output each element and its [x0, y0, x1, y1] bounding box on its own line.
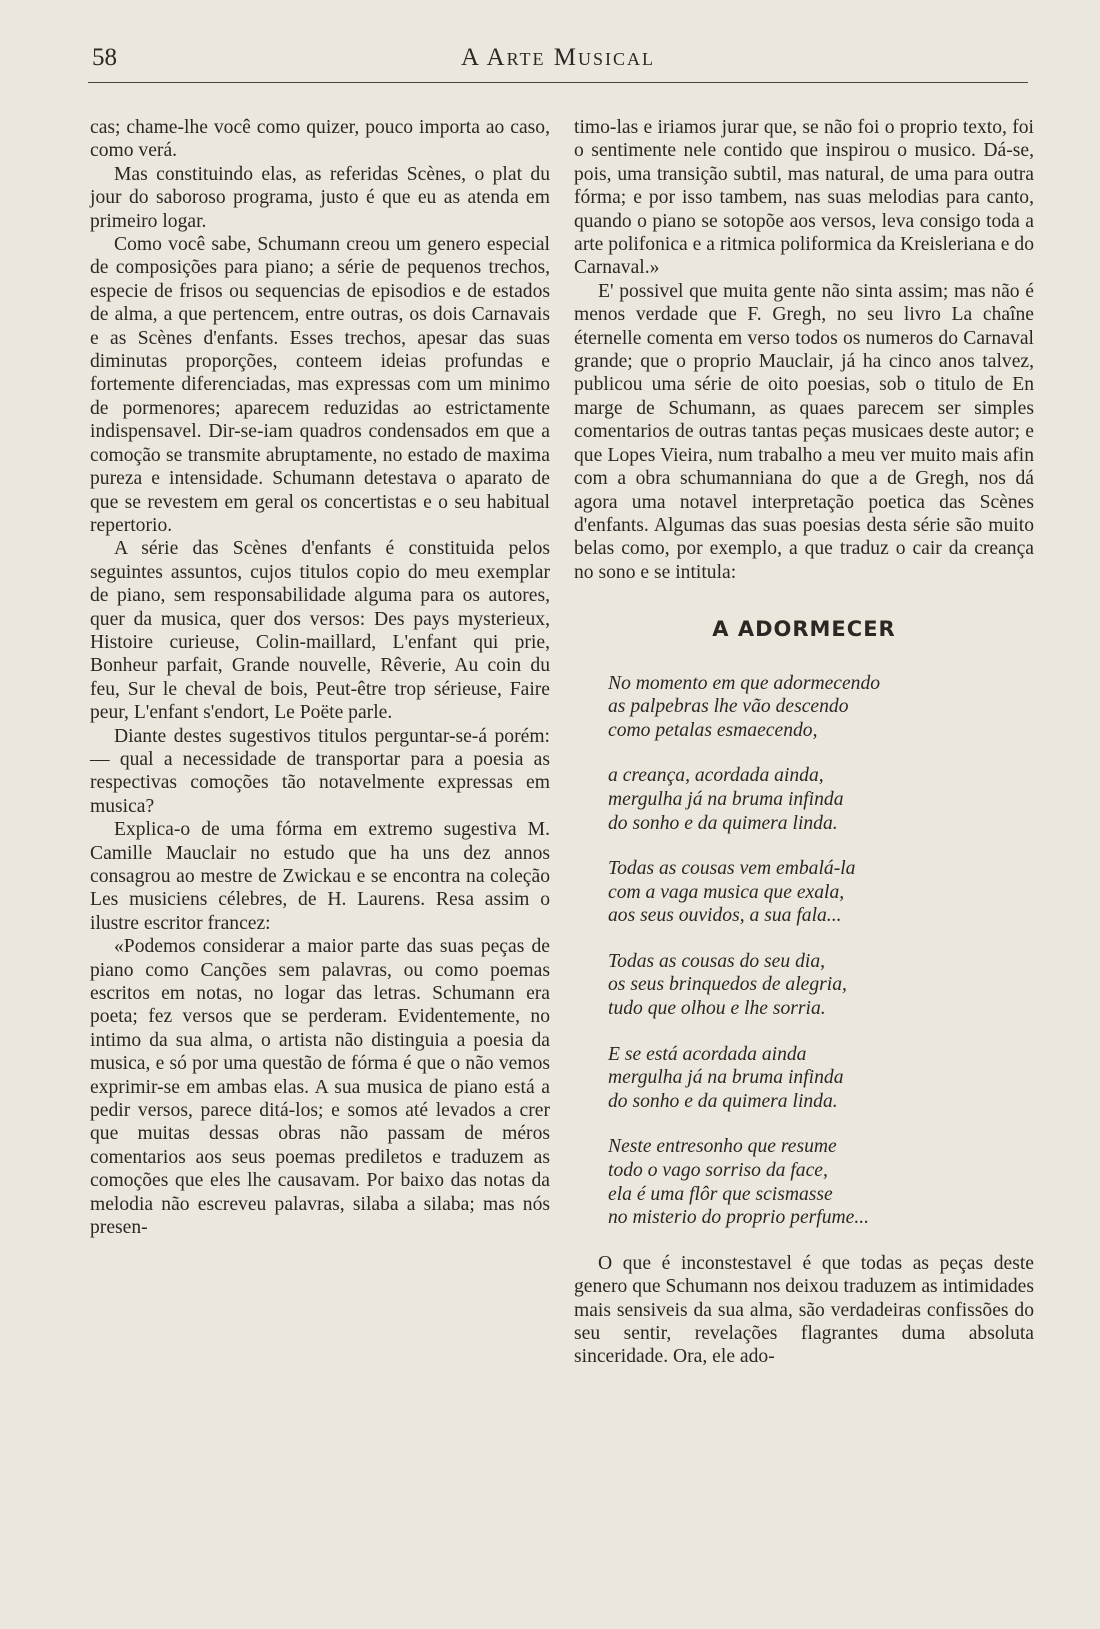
page-header — [88, 44, 1028, 80]
poem-line: mergulha já na bruma infinda — [608, 788, 844, 810]
poem-stanza — [608, 764, 1034, 835]
paragraph: Como você sabe, Schumann creou um genero especial de composições para piano; a série de pequenos trechos, especie de frisos ou sequencias de episodios e de estados de alma, a que pertencem, entre outras, os dois Carnavais e as Scènes d'enfants. Esses trechos, apesar das suas diminutas proporções, conteem ideias profundas e fortemente diferenciadas, mas expressas com um minimo de pormenores; aparecem reduzidas ao estrictamente indispensavel. Dir-se-iam quadros condensados em que a comoção se transmite abruptamente, no estado de maxima pureza e intensidade. Schumann detestava o aparato de que se revestem em geral os concertistas e o seu habitual repertorio. — [90, 234, 550, 536]
poem-line: no misterio do proprio perfume... — [608, 1207, 870, 1229]
right-column — [574, 116, 1034, 1369]
poem-line: os seus brinquedos de alegria, — [608, 974, 847, 996]
poem-line: com a vaga musica que exala, — [608, 881, 845, 903]
page-number: 58 — [92, 44, 117, 71]
poem-line: E se está acordada ainda — [608, 1043, 807, 1065]
poem-line: do sonho e da quimera linda. — [608, 812, 838, 834]
paragraph: Mas constituindo elas, as referidas Scènes, o plat du jour do saboroso programa, justo é que eu as atenda em primeiro logar. — [90, 163, 550, 232]
paragraph: Explica-o de uma fórma em extremo sugestiva M. Camille Mauclair no estudo que ha uns dez annos consagrou ao mestre de Zwickau e se encontra na coleção Les musiciens célebres, de H. Laurens. Resa assim o ilustre escritor francez: — [90, 819, 550, 934]
poem-stanza — [608, 857, 1034, 928]
poem-line: Todas as cousas vem embalá-la — [608, 858, 856, 880]
paragraph: timo-las e iriamos jurar que, se não foi o proprio texto, foi o sentimente nele contido que inspirou o musico. Dá-se, pois, uma transição subtil, mas natural, de uma para outra fórma; e por isso tambem, nas suas melodias para canto, quando o piano se sotopõe aos versos, leva consigo toda a arte polifonica e a ritmica poliformica da Kreisleriana e do Carnaval.» — [574, 117, 1034, 279]
poem-line: a creança, acordada ainda, — [608, 765, 824, 787]
poem-line: mergulha já na bruma infinda — [608, 1067, 844, 1089]
poem-line: tudo que olhou e lhe sorria. — [608, 998, 826, 1020]
paragraph: «Podemos considerar a maior parte das suas peças de piano como Canções sem palavras, ou como poemas escritos em notas, no logar das letras. Schumann era poeta; fez versos que se perderam. Evidentemente, no intimo da sua alma, o artista não distinguia a poesia da musica, e só por uma questão de fórma é que o não vemos exprimir-se em ambas elas. A sua musica de piano está a pedir versos, parece ditá-los; e somos até levados a crer que muitas dessas obras não passam de méros comentarios aos seus poemas prediletos e traduzem as comoções que eles lhe causavam. Por baixo das notas da melodia não escreveu palavras, silaba a silaba; mas nós presen- — [90, 936, 550, 1239]
poem-stanza — [608, 672, 1034, 743]
paragraph: Diante destes sugestivos titulos perguntar-se-á porém: — qual a necessidade de transportar para a poesia as respectivas comoções tão notavelmente expressas em musica? — [90, 725, 550, 817]
poem-title: A ADORMECER — [712, 617, 896, 642]
poem-line: as palpebras lhe vão descendo — [608, 696, 849, 718]
paragraph: E' possivel que muita gente não sinta assim; mas não é menos verdade que F. Gregh, no seu livro La chaîne éternelle comenta em verso todos os numeros do Carnaval grande; que o proprio Mauclair, já ha cinco anos talvez, publicou uma série de oito poesias, sob o titulo de En marge de Schumann, as quaes parecem ser simples comentarios de outras tantas peças musicaes deste autor; e que Lopes Vieira, num trabalho a meu ver muito mais afin com a obra schumanniana do que a de Gregh, nos dá agora uma notavel interpretação poetica das Scènes d'enfants. Algumas das suas poesias desta série são muito belas como, por exemplo, a que traduz o cair da creança no sono e se intitula: — [574, 280, 1034, 583]
running-title: A Arte Musical — [461, 44, 655, 71]
poem-line: ela é uma flôr que scismasse — [608, 1183, 833, 1205]
paragraph: A série das Scènes d'enfants é constituida pelos seguintes assuntos, cujos titulos copio do meu exemplar de piano, sem responsabilidade alguma para os autores, quer da musica, quer dos versos: Des pays mysterieux, Histoire curieuse, Colin-maillard, L'enfant qui prie, Bonheur parfait, Grande nouvelle, Rêverie, Au coin du feu, Sur le cheval de bois, Peut-être trop sérieuse, Faire peur, L'enfant s'endort, Le Poëte parle. — [90, 538, 550, 724]
poem-line: do sonho e da quimera linda. — [608, 1090, 838, 1112]
paragraph: O que é inconstestavel é que todas as peças deste genero que Schumann nos deixou traduzem as intimidades mais sensiveis da sua alma, são verdadeiras confissões do seu sentir, revelações flagrantes duma absoluta sinceridade. Ora, ele ado- — [574, 1252, 1034, 1368]
poem-line: todo o vago sorriso da face, — [608, 1160, 828, 1182]
poem-stanza — [608, 950, 1034, 1021]
poem-line: aos seus ouvidos, a sua fala... — [608, 905, 842, 927]
poem-stanza — [608, 1135, 1034, 1229]
header-rule — [88, 82, 1028, 83]
poem-line: No momento em que adormecendo — [608, 672, 881, 694]
poem-line: como petalas esmaecendo, — [608, 719, 818, 741]
poem-line: Todas as cousas do seu dia, — [608, 950, 826, 972]
left-column — [90, 116, 550, 1240]
paragraph: cas; chame-lhe você como quizer, pouco importa ao caso, como verá. — [90, 117, 550, 162]
poem-stanza — [608, 1043, 1034, 1114]
poem-line: Neste entresonho que resume — [608, 1136, 837, 1158]
